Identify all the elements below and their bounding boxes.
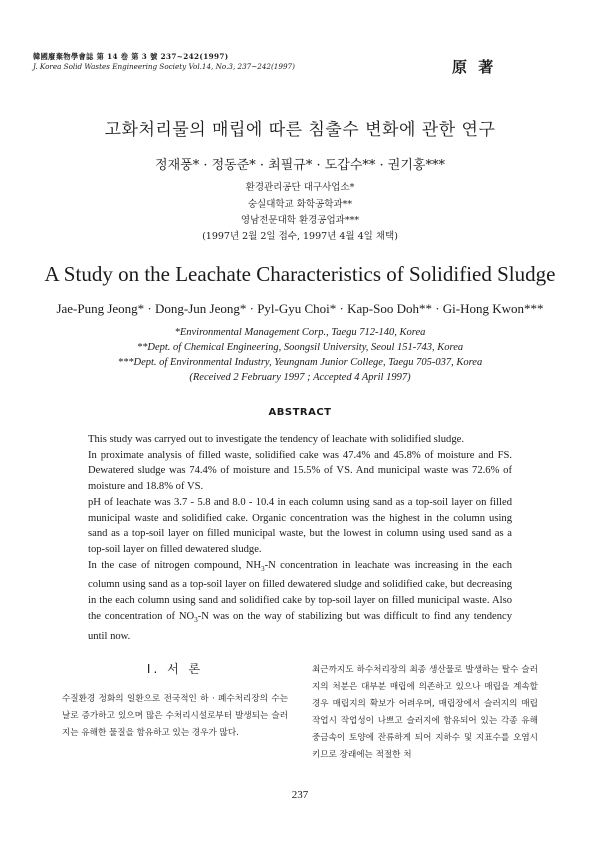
journal-name-english: J. Korea Solid Wastes Engineering Society Vol.14, No.3, 237~242(1997) [33, 62, 295, 71]
received-date-english: (Received 2 February 1997 ; Accepted 4 April 1997) [189, 372, 411, 383]
abstract-paragraph: This study was carryed out to investigate the tendency of leachate with solidified sludge. [88, 434, 464, 445]
korean-affiliation: 환경관리공단 대구사업소* [245, 182, 355, 193]
right-column [312, 662, 538, 764]
body-paragraph: 수질환경 정화의 일환으로 전국적인 하 · 폐수처리장의 수는 날로 증가하고 있으며 많은 수처리시설로부터 발생되는 슬러지는 유해한 물질을 함유하고 있는 경우가 많다. [62, 694, 288, 738]
abstract-paragraph [88, 558, 512, 645]
subscript: 3 [194, 615, 198, 624]
abstract-paragraph: pH of leachate was 3.7 - 5.8 and 8.0 - 10.4 in each column using sand as a top-soil layer on filled municipal waste and solidified cake. Organic concentration was the highest in the column using sand as a top-soil layer on filled municipal waste, but the lowest in column using used sand as a top-soil layer on filled dewatered sludge. [88, 496, 512, 555]
received-date-korean: (1997년 2월 2일 접수, 1997년 4월 4일 채택) [202, 231, 398, 242]
abstract-text: In the case of nitrogen compound, NH [88, 559, 262, 571]
affiliation-line: **Dept. of Chemical Engineering, Soongsil University, Seoul 151-743, Korea [136, 342, 464, 353]
affiliation-line: ***Dept. of Environmental Industry, Yeungnam Junior College, Taegu 705-037, Korea [117, 357, 483, 368]
abstract-heading: ABSTRACT [268, 407, 332, 418]
english-affiliations [0, 325, 600, 385]
korean-title: 고화처리물의 매립에 따른 침출수 변화에 관한 연구 [104, 120, 496, 140]
english-title: A Study on the Leachate Characteristics of Solidified Sludge [44, 262, 556, 286]
abstract-text: -N was on the way of stabilizing but was difficult to find any tendency until now. [88, 610, 512, 642]
abstract-paragraph: In proximate analysis of filled waste, solidified cake was 47.4% and 45.8% of moisture and FS. Dewatered sludge was 74.4% of moisture and 15.5% of VS. And municipal waste was 72.6% of moisture and 18.8% of VS. [88, 449, 512, 493]
article-type-badge: 原 著 [452, 58, 497, 76]
page-number: 237 [291, 789, 309, 801]
affiliation-line: *Environmental Management Corp., Taegu 712-140, Korea [174, 327, 426, 338]
korean-authors: 정재풍* · 정동준* · 최필규* · 도갑수** · 권기홍*** [155, 158, 445, 173]
english-authors: Jae-Pung Jeong* · Dong-Jun Jeong* · Pyl-Gyu Choi* · Kap-Soo Doh** · Gi-Hong Kwon*** [56, 301, 544, 316]
left-column [62, 660, 288, 742]
abstract-text: -N concentration in leachate was increasing in the each column using sand as a top-soil layer on filled dewatered sludge and solidified cake, but decreasing in the each column using sand and solidified cake by top-soil layer on filled municipal waste. Also the concentration of NO [88, 559, 512, 622]
journal-name-korean: 韓國廢棄物學會誌 第 14 卷 第 3 號 237~242(1997) [33, 52, 229, 61]
body-paragraph: 최근까지도 하수처리장의 최종 생산물로 발생하는 탈수 슬러지의 처분은 대부분 매립에 의존하고 있으나 매립을 계속할 경우 매립지의 확보가 어려우며, 매립장에서 슬러지의 매립작업시 작업성이 나쁘고 슬러지에 함유되어 있는 각종 유해 중금속이 토양에 잔류하게 되어 지하수 및 지표수를 오염시키므로 장래에는 적절한 처 [312, 665, 538, 760]
subscript: 3 [261, 564, 265, 573]
abstract-body [88, 432, 512, 644]
section-heading: Ⅰ. 서 론 [146, 662, 204, 676]
korean-affiliation: 숭실대학교 화학공학과** [247, 199, 353, 210]
korean-affiliation: 영남전문대학 환경공업과*** [240, 215, 360, 226]
journal-header [33, 52, 295, 72]
